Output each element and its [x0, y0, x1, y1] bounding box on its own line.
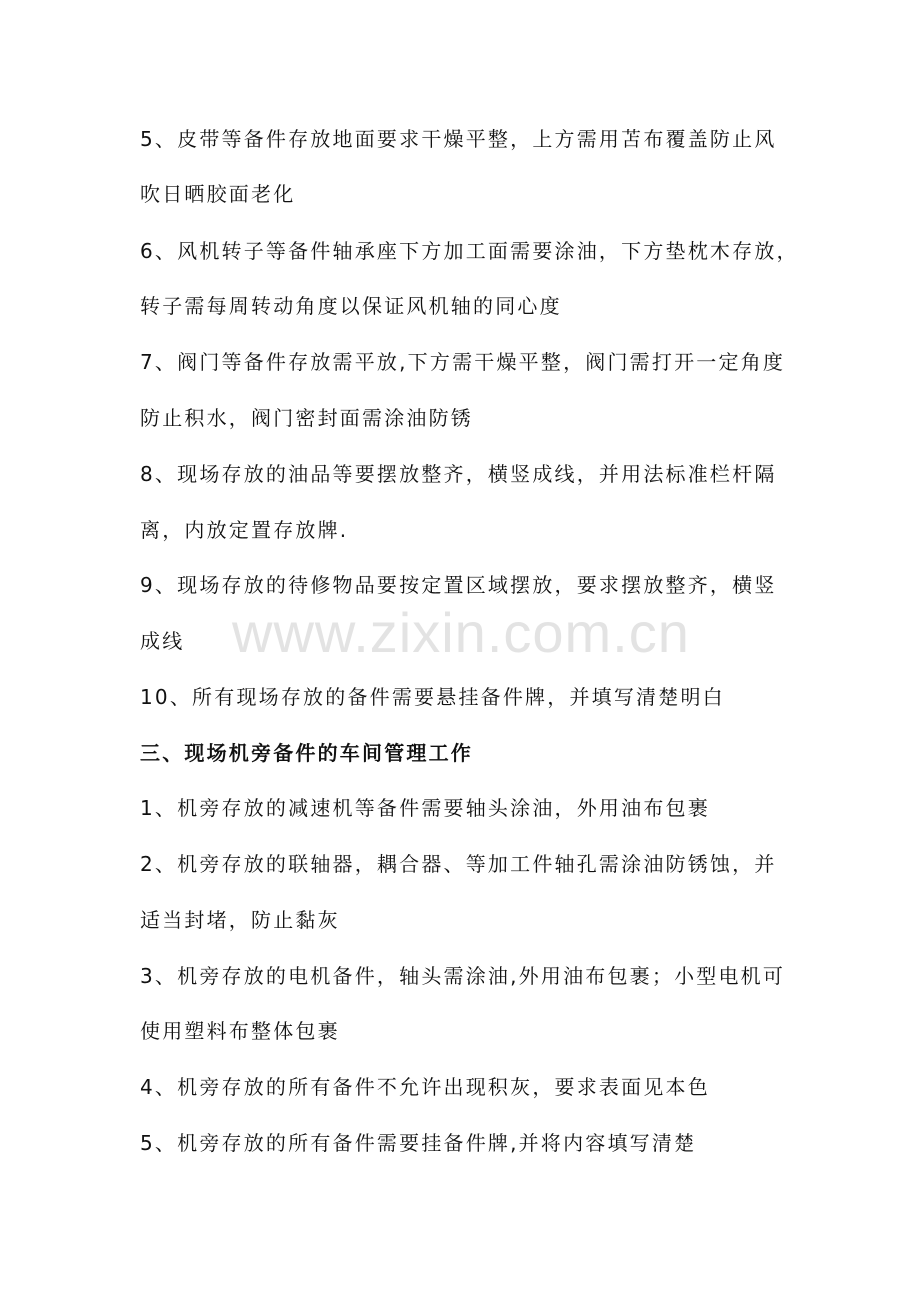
- section-3-item-3-line-1: 3、机旁存放的电机备件，轴头需涂油,外用油布包裹；小型电机可: [140, 964, 786, 988]
- item-6-fan-rotor-line-2: 转子需每周转动角度以保证风机轴的同心度: [140, 294, 562, 318]
- item-10-spare-tags: 10、所有现场存放的备件需要悬挂备件牌，并填写清楚明白: [140, 685, 725, 709]
- watermark: www.zixin.com.cn: [232, 601, 690, 664]
- section-3-item-2-line-2: 适当封堵，防止黏灰: [140, 908, 340, 932]
- section-heading-3: 三、现场机旁备件的车间管理工作: [140, 741, 473, 765]
- item-9-repair-items-line-2: 成线: [140, 629, 185, 653]
- section-3-item-2-line-1: 2、机旁存放的联轴器，耦合器、等加工件轴孔需涂油防锈蚀，并: [140, 852, 777, 876]
- section-3-item-3-line-2: 使用塑料布整体包裹: [140, 1019, 340, 1043]
- item-8-oil-products-line-2: 离，内放定置存放牌.: [140, 518, 349, 542]
- item-7-valve-line-2: 防止积水，阀门密封面需涂油防锈: [140, 406, 473, 430]
- section-3-item-5: 5、机旁存放的所有备件需要挂备件牌,并将内容填写清楚: [140, 1131, 697, 1155]
- item-8-oil-products-line-1: 8、现场存放的油品等要摆放整齐，横竖成线，并用法标准栏杆隔: [140, 462, 777, 486]
- item-6-fan-rotor-line-1: 6、风机转子等备件轴承座下方加工面需要涂油，下方垫枕木存放，: [140, 239, 799, 263]
- item-9-repair-items-line-1: 9、现场存放的待修物品要按定置区域摆放，要求摆放整齐，横竖: [140, 573, 777, 597]
- item-7-valve-line-1: 7、阀门等备件存放需平放,下方需干燥平整，阀门需打开一定角度: [140, 350, 786, 374]
- item-5-belt-storage-line-1: 5、皮带等备件存放地面要求干燥平整，上方需用苫布覆盖防止风: [140, 127, 777, 151]
- item-5-belt-storage-line-2: 吹日晒胶面老化: [140, 182, 296, 206]
- section-3-item-1: 1、机旁存放的减速机等备件需要轴头涂油，外用油布包裹: [140, 796, 710, 820]
- section-3-item-4: 4、机旁存放的所有备件不允许出现积灰，要求表面见本色: [140, 1075, 710, 1099]
